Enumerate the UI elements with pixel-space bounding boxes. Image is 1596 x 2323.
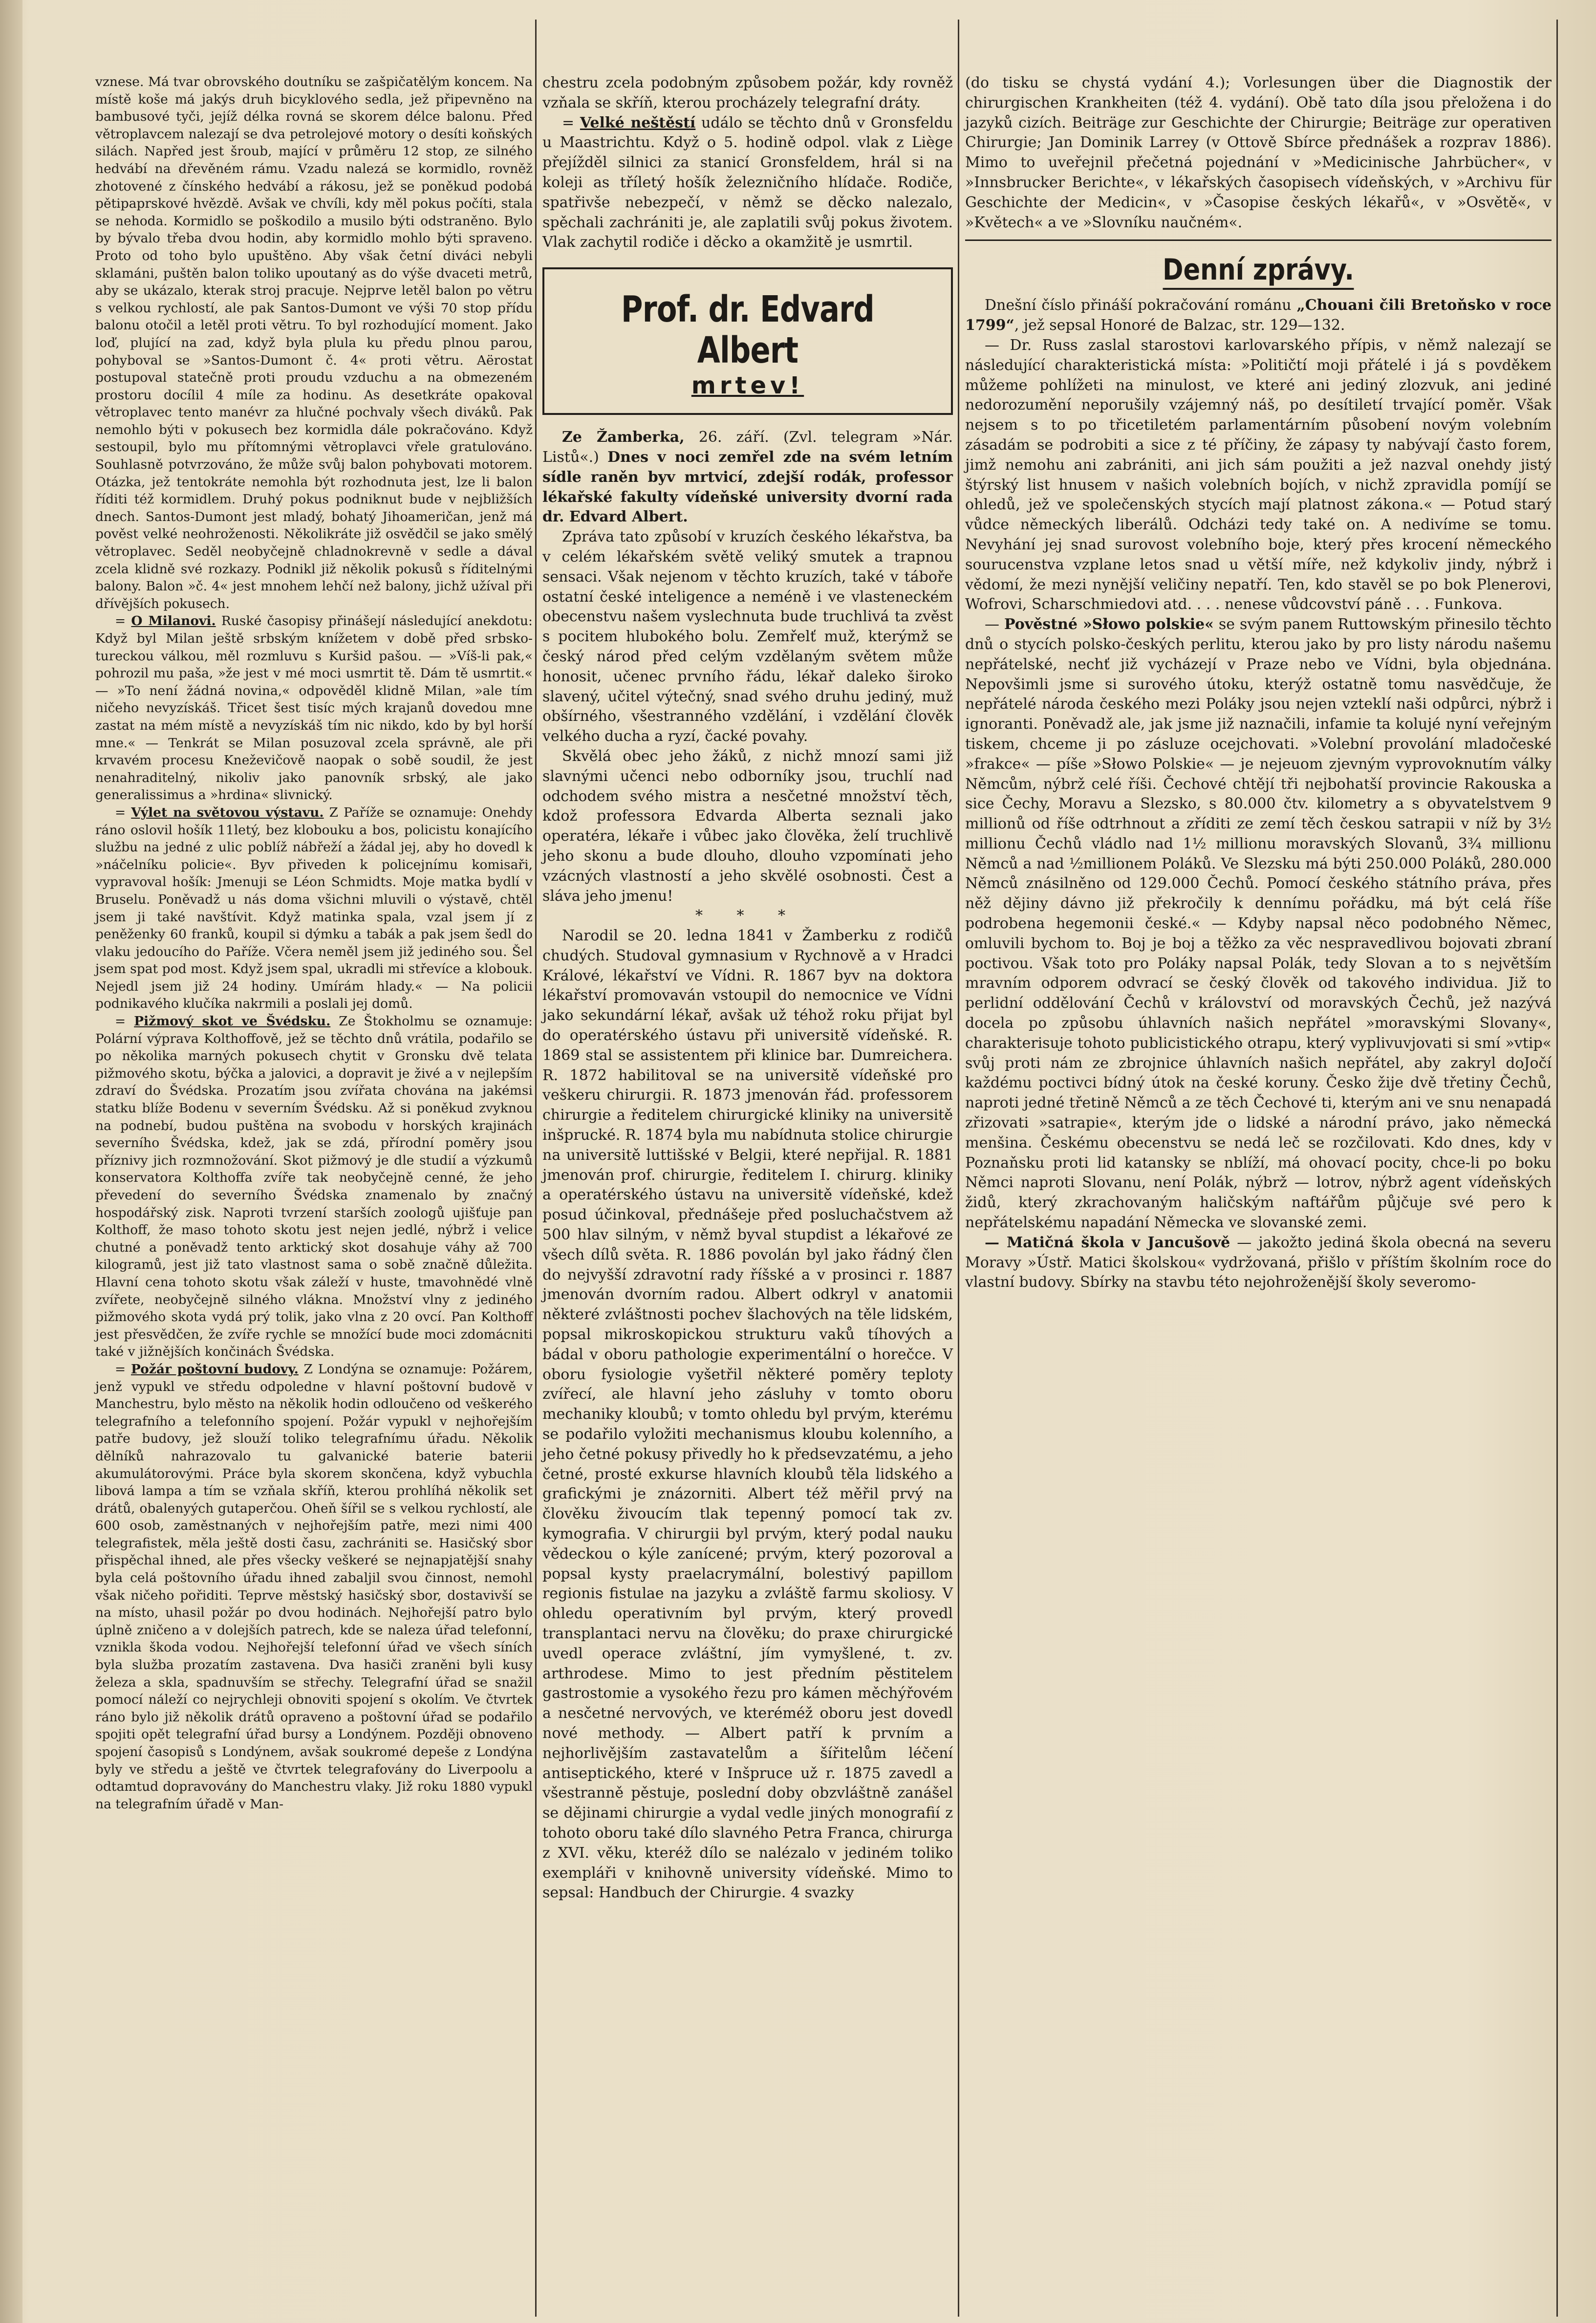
column-2 <box>542 73 953 1903</box>
col3-continuation: (do tisku se chystá vydání 4.); Vorlesungen über die Diagnostik der chirurgischen Krankheiten (též 4. vydání). Obě tato díla jsou přeložena i do jazyků cizích. Beiträge zur Geschichte der Chirurgie; Beiträge zur operativen Chirurgie; Jan Dominik Larrey (v Ottově Sbírce přednášek a rozprav 1886). Mimo to uveřejnil přečetná pojednání v »Medicinische Jahrbücher«, v »Innsbrucker Berichte«, v lékařských časopisech vídeňských, v »Archivu für Geschichte der Medicin«, v »Časopise českých lékařů«, v »Osvětě«, v »Květech« a ve »Slovníku naučném«. <box>965 74 1552 231</box>
col1-item-head: O Milanovi. <box>131 613 216 629</box>
column-3 <box>965 73 1552 1293</box>
obituary-para-2: Skvělá obec jeho žáků, z nichž mnozí sami již slavnými učenci nebo odborníky jsou, truchlí nad odchodem svého mistra a nesčetné množství těch, kdož professora Edvarda Alberta seznali jako operatéra, lékaře i vůbec jako člověka, želí truchlivě jeho skonu a bude dlouho, dlouho vzpomínati jeho vzácných vlastností a jeho skvělé osobnosti. Čest a sláva jeho jmenu! <box>542 747 953 905</box>
col1-item-text: Z Londýna se oznamuje: Požárem, jenž vypukl ve středu odpoledne v hlavní poštovní budově v Manchestru, bylo město na několik hodin odloučeno od veškerého telegrafního a telefonního spojení. Požár vypukl v nejhořejším patře budovy, jež slouží toliko telegrafnímu úřadu. Několik dělníků nahrazovalo tu galvanické baterie baterii akumulátorovými. Práce byla skorem skončena, když vybuchla libová lampa a tím se vzňala skříň, kterou prohlíhá několik set drátů, obalenyých gutaperčou. Oheň šířil se s velkou rychlostí, ale 600 osob, zaměstnaných v nejhořejším patře, mezi nimi 400 telegrafistek, měla ještě dosti času, zachrániti se. Hasičský sbor přispěchal ihned, ale přes všecky veškeré se nejnapjatější snahy byla celá poštovního úřadu ihned zabaljil svou činnost, nemohl však ničeho pořiditi. Teprve městský hasičský sbor, dostavivší se na místo, uhasil požár po dvou hodinách. Nejhořejší patro bylo úplně zničeno a v dolejších patrech, kde se naleza úřad telefonní, vznikla škoda vodou. Nejhořejší telefonní úřad ve všech síních byla služba prozatím zastavena. Dva hasiči zraněni byli kusy železa a skla, spadnuvším se střechy. Telegrafní úřad se snažil pomocí náleží co nejrychleji obnoviti spojení s okolím. Ve čtvrtek ráno bylo již několik drátů opraveno a poštovní úřad se podařilo spojiti opět telegrafní úřad bursy a Londýnem. Později obnoveno spojení časopisů s Londýnem, avšak soukromé depeše z Londýna byly ve středu a ještě ve čtvrtek telegrafovány do Liverpoolu a odtamtud dopravovány do Manchestru vlaky. Již roku 1880 vypukl na telegrafním úřadě v Man- <box>95 1361 533 1812</box>
column-rule-right <box>958 20 959 2317</box>
lead-bold: Dnes v noci zemřel zde na svém letním sídle raněn byv mrtvicí, zdejší rodák, professor lékařské fakulty vídeňské university dvorní rada dr. Edvard Albert. <box>542 448 953 526</box>
novel-notice: Dnešní číslo přináší pokračování románu „Chouani čili Bretoňsko v roce 1799“, jež sepsal Honoré de Balzac, str. 129—132. <box>965 297 1552 334</box>
col1-news-item: = O Milanovi. Ruské časopisy přinášejí následující anekdotu: Když byl Milan ještě srbským knížetem v době před srbsko-tureckou válkou, měl rozmluvu s Kuršid pašou. — »Víš-li pak,« pohrozil mu paša, »že jest v mé moci usmrtit tě. Dám tě usmrtit.« — »To není žádná novina,« odpověděl klidně Milan, »ale tím ničeho nevyzískáš. Třicet šest tisíc mých krajanů dovedou mne zastat na mém místě a nevyzískáš tím nic nikdo, kdo by byl horší mne.« — Tenkrát se Milan posuzoval zcela správně, ale při krvavém procesu Kneževičově naopak o sobě soudil, že jest nenahraditelný, nikoliv jako panovník srbský, ale jako generalissimus a »hrdina« slivnický. <box>95 613 533 803</box>
col1-news-item: = Výlet na světovou výstavu. Z Paříže se oznamuje: Onehdy ráno oslovil hošík 11letý, bez klobouku a bos, policistu konajícího službu na jedné z ulic poblíž nábřeží a žádal jej, aby ho dovedl k »náčelníku policie«. Byv přiveden k policejnímu komisaři, vypravoval hošík: Jmenuji se Léon Schmidts. Moje matka bydlí v Bruselu. Poněvadž u nás doma všichni mluvili o výstavě, chtěl jsem ji také navštívit. Když matinka spala, vzal jsem jí z peněženky 60 franků, koupil si dýmku a tabák a pak jsem šedl do vlaku jedoucího do Paříže. Včera neměl jsem již jediného sou. Šel jsem spat pod most. Když jsem spal, ukradli mi střevíce a klobouk. Nejedl jsem již 24 hodiny. Umírám hlady.« — Na policii podnikavého klučíka nakrmili a poslali jej domů. <box>95 804 533 1012</box>
novel-title: „Chouani čili Bretoňsko v roce 1799“ <box>965 297 1552 334</box>
col1-item-text: Ze Štokholmu se oznamuje: Polární výprava Kolthoffově, jež se těchto dnů vrátila, podařilo se po několika marných pokusech chytit v Gronsku dvě telata pižmového skotu, býčka a jalovici, a dopravit je živé a v nejlepším zdraví do Švédska. Prozatím jsou zvířata chována na jakémsi statku blíže Bodenu v severním Švédsku. Až si poněkud zvyknou na podnebí, budou puštěna na svobodu v horských krajinách severního Švédska, kdež, jak se zdá, přírodní poměry jsou příznivy jich rozmnožování. Skot pižmový je dle studií a výzkumů konservatora Kolthoffa zvíře tak neobyčejně cenné, že jeho převedení do severního Švédska znamenalo by značný hospodářský zisk. Naproti tvrzení starších zoologů ujišťuje pan Kolthoff, že maso tohoto skotu jest nejen jedlé, nýbrž i velice chutné a poněvadž tento arktický skot dosahuje váhy až 700 kilogramů, jest již tato vlastnost sama o sobě značně důležita. Hlavní cena tohoto skotu však záleží v huste, tmavohnědé vlně zvířete, neobyčejně silného vlákna. Množství vlny z jediného pižmového skota vydá prý tolik, jako vlna z 20 ovcí. Pan Kolthoff jest přesvědčen, že zvíře rychle se množící bude moci zdomácniti také v jižnějších končinách Švédska. <box>95 1014 533 1360</box>
matice-item: — Matičná škola v Jancušově — jakožto jediná škola obecná na severu Moravy »Ústř. Matici školskou« vydržovaná, přišlo v příštím školním roce do vlastní budovy. Sbírky na stavbu této nejohroženější školy severomo- <box>965 1234 1552 1291</box>
obituary-para-1: Zpráva tato způsobí v kruzích českého lékařstva, ba v celém lékařském světě veliký smutek a trapnou sensaci. Však nejenom v těchto kruzích, také v táboře ostatní české inteligence a neméně i ve vlasteneckém obecenstvu našem vyslechnuta bude truchlivá ta zvěst s pocitem hlubokého bolu. Zemřelť muž, kterýmž se český národ před celým vzdělaným světem může honosit, učenec prvního řádu, lékař daleko široko slavený, učitel výtečný, snad svého druhu jediný, muž obšírného, všestranného vzdělání, i vzdělání člověk velkého ducha a ryzí, čacké povahy. <box>542 528 953 745</box>
slowo-head: Pověstné »Słowo polskie« <box>1004 616 1214 633</box>
page-right-rule <box>1556 20 1558 2317</box>
lead-text: 26. září. (Zvl. telegram »Nár. Listů«.) <box>542 429 953 466</box>
dateline: Ze Žamberka, <box>562 429 685 446</box>
obituary-title: Prof. dr. Edvard Albert <box>621 288 874 372</box>
col1-news-item: = Pižmový skot ve Švédsku. Ze Štokholmu se oznamuje: Polární výprava Kolthoffově, jež se těchto dnů vrátila, podařilo se po několika marných pokusech chytit v Gronsku dvě telata pižmového skotu, býčka a jalovici, a dopravit je živé a v nejlepším zdraví do Švédska. Prozatím jsou zvířata chována na jakémsi statku blíže Bodenu v severním Švédsku. Až si poněkud zvyknou na podnebí, budou puštěna na svobodu v horských krajinách severního Švédska, kdež, jak se zdá, přírodní poměry jsou příznivy jich rozmnožování. Skot pižmový je dle studií a výzkumů konservatora Kolthoffa zvíře tak neobyčejně cenné, že jeho převedení do severního Švédska znamenalo by značný hospodářský zisk. Naproti tvrzení starších zoologů ujišťuje pan Kolthoff, že maso tohoto skotu jest nejen jedlé, nýbrž i velice chutné a poněvadž tento arktický skot dosahuje váhy až 700 kilogramů, jest již tato vlastnost sama o sobě značně důležita. Hlavní cena tohoto skotu však záleží v huste, tmavohnědé vlně zvířete, neobyčejně silného vlákna. Množství vlny z jediného pižmového skota vydá prý tolik, jako vlna z 20 ovcí. Pan Kolthoff jest přesvědčen, že zvíře rychle se množící bude moci zdomácniti také v jižnějších končinách Švédska. <box>95 1014 533 1360</box>
slowo-item: — Pověstné »Słowo polskie« se svým panem Ruttowským přinesilo těchto dnů o stycích polsko-českých perlitu, kterou jako by pro listy národu našemu nepřátelské, nechť již vycházejí v Praze nebo ve Vídni, byla objednána. Nepovšimli jsme si surového útoku, kterýž ostatně tomu nasvědčuje, že nepřátelé národa českého mezi Poláky jsou nejen vzteklí naši odpůrci, nýbrž i ignoranti. Poněvadž ale, jak jsme již naznačili, infamie ta kolujé nyní veřejným tiskem, chceme ji po zásluze ocejchovati. »Volební provolání mladočeské »frakce« — píše »Słowo Polskie« — je nejeuom zjevným vyprovoknutím války Němcům, nýbrž celé říši. Čechové chtějí tři nejbohatší provincie Rakouska a sice Čechy, Moravu a Slezsko, s 80.000 čtv. kilometry a s obyvatelstvem 9 millionů od říše odtrhnout a zříditi ze zemí těch českou satrapii v níž by 3½ millionu Čechů vládlo nad 1½ millionu moravských Slovanů, 3¾ millionu Němců a nad ½millionem Poláků. Ve Slezsku má býti 250.000 Poláků, 280.000 Němců znásilněno od 129.000 Čechů. Pomocí českého státního práva, přes něž dějiny dávno již překročily k dennímu pořádku, má být celá říše podrobena hegemonii české.« — Kdyby napsal něco podobného Němec, omluvili bychom to. Boj je boj a těžko za věc nespravedlivou bojovati zbraní poctivou. Však toto pro Poláky napsal Polák, tedy Slovan a to s největším mravním odporem odvrací se český člověk od takového individua. Již to perlidní oddělování Čechů v království od moravských Čechů, jež nazývá docela po způsobu úhlavních našich nepřátel »moravskými Slovany«, charakterisuje tohoto publicistického otrapu, který vyplivuvjovati si smí »vtip« svůj proti nám ze zbrojnice úhlavních našich nepřátel, aby zakryl doJočí každému poctivci bídný útok na české koruny. Česko žije dvě třetiny Čechů, naproti jedné třetině Němců a ze těch Čechové ti, kterým ani ve snu nenapadá zřizovati »satrapie«, kterým jde o lidské a národní právo, jako německá menšina. Českému obecenstvu se nedá leč se rozčilovati. Kdo dnes, kdy v Poznaňsku proti lid katansky se nblíží, má ohovací pocity, chce-li po boku Němci naproti Slovanu, není Polák, nýbrž — lotrov, nýbrž agent vídeňských židů, který zkrachovaným haličským naftářům půjčuje své pero k nepřátelskému napadání Německa ve slovanské zemi. <box>965 616 1552 1232</box>
col1-item-head: Požár poštovní budovy. <box>130 1361 299 1377</box>
col1-item-text: Z Paříže se oznamuje: Onehdy ráno oslovil hošík 11letý, bez klobouku a bos, policistu konajícího službu na jedné z ulic poblíž nábřeží a žádal jej, aby ho dovedl k »náčelníku policie«. Byv přiveden k policejnímu komisaři, vypravoval hošík: Jmenuji se Léon Schmidts. Moje matka bydlí v Bruselu. Poněvadž u nás doma všichni mluvili o výstavě, chtěl jsem ji také navštívit. Když matinka spala, vzal jsem jí z peněženky 60 franků, koupil si dýmku a tabák a pak jsem šedl do vlaku jedoucího do Paříže. Včera neměl jsem již jediného sou. Šel jsem spat pod most. Když jsem spal, ukradli mi střevíce a klobouk. Nejedl jsem již 24 hodiny. Umírám hlady.« — Na policii podnikavého klučíka nakrmili a poslali jej domů. <box>95 804 533 1012</box>
col1-item-text: Ruské časopisy přinášejí následující anekdotu: Když byl Milan ještě srbským knížetem v době před srbsko-tureckou válkou, měl rozmluvu s Kuršid pašou. — »Víš-li pak,« pohrozil mu paša, »že jest v mé moci usmrtit tě. Dám tě usmrtit.« — »To není žádná novina,« odpověděl klidně Milan, »ale tím ničeho nevyzískáš. Třicet šest tisíc mých krajanů dovedou mne zastat na mém místě a nevyzískáš tím nic nikdo, kdo by byl horší mne.« — Tenkrát se Milan posuzoval zcela správně, ale při krvavém procesu Kneževičově naopak o sobě soudil, že jest nenahraditelný, nikoliv jako panovník srbský, ale jako generalissimus a »hrdina« slivnický. <box>95 613 533 803</box>
obituary-subtitle: mrtev! <box>691 372 804 400</box>
column-rule-left <box>535 20 537 2317</box>
col2-intro: chestru zcela podobným způsobem požár, kdy rovněž vzňala se skříň, kterou procházely telegrafní dráty. <box>542 74 953 111</box>
col1-item-head: Výlet na světovou výstavu. <box>131 804 324 820</box>
col2-item-text: událo se těchto dnů v Gronsfeldu u Maastrichtu. Když o 5. hodině odpol. vlak z Liège přejížděl silnici za stanicí Gronsfeldem, hrál si na koleji as tříletý hošík železničního hlídače. Rodiče, spatřivše nebezpečí, v němž se děcko nalezalo, spěchali zachrániti je, ale zaplatili svůj pokus životem. Vlak zachytil rodiče i děcko a okamžitě je usmrtil. <box>542 114 953 251</box>
col1-paragraph: vznese. Má tvar obrovského doutníku se zašpičatělým koncem. Na místě koše má jakýs druh bicyklového sedla, jež připevněno na bambusové tyči, jejíž délka rovná se skorem délce balonu. Před větroplavcem nalezají se dva petrolejové motory o desíti koňských silách. Napřed jest šroub, mající v průměru 12 stop, ze silného hedvábí na dřevěném rámu. Vzadu nalezá se kormidlo, rovněž zhotovené z čínského hedvábí a rákosu, jež se poněkud podobá pětipaprskové hvězdě. Avšak ve chvíli, kdy měl pokus počíti, stala se nehoda. Kormidlo se poškodilo a musilo býti odstraněno. Bylo by bývalo třeba dvou hodin, aby kormidlo mohlo býti spraveno. Proto od toho bylo upuštěno. Aby však četní diváci nebyli sklamáni, puštěn balon toliko upoutaný as do výše dvaceti metrů, aby se ukázalo, kterak stroj pracuje. Nejprve letěl balon po větru s velkou rychlostí, ale pak Santos-Dumont ve výši 70 stop přídu balonu otočil a letěl proti větru. To byl rozhodující moment. Jako loď, plující na zad, když byla plula ku předu plnou parou, pohyboval se »Santos-Dumont č. 4« proti větru. Aërostat postupoval statečně proti proudu vzduchu a na obmezeném prostoru docílil 4 míle za hodinu. As desetkráte opakoval větroplavec tento manévr za hlučné pochvaly všech diváků. Pak nemohlo býti v pokusech bez kormidla dále pokračováno. Když sestoupil, bylo mu přítomnými větroplavci vřele gratulováno. Souhlasně potvrzováno, že může svůj balon pohybovati motorem. Otázka, jež tentokráte nemohla být rozhodnuta jest, lze li balon říditi též kormidlem. Druhý pokus podniknut bude v nejbližších dnech. Santos-Dumont jest mladý, bohatý Jihoameričan, jenž má pověst velké neohroženosti. Několikráte již osvědčil se jako smělý větroplavec. Seděl neobyčejně chladnokrevně v sedle a dával zcela klidně své rozkazy. Podnikl již několik pokusů s říditelnými balony. Balon »č. 4« jest mnohem lehčí než balony, jichž užíval při dřívějších pokusech. <box>95 74 533 611</box>
obituary-para-3: Narodil se 20. ledna 1841 v Žamberku z rodičů chudých. Studoval gymnasium v Rychnově a v Hradci Králové, lékařství ve Vídni. R. 1867 byv na doktora lékařství promovaván vstoupil do nemocnice ve Vídni jako sekundární lékař, avšak už téhož roku přijat byl do operatérského ústavu při universitě vídeňské. R. 1869 stal se assistentem při klinice bar. Dumreichera. R. 1872 habilitoval se na universitě vídeňské pro veškeru chirurgii. R. 1873 jmenován řád. professorem chirurgie a ředitelem chirurgické kliniky na universitě inšprucké. R. 1874 byla mu nabídnuta stolice chirurgie na universitě luttišské v Belgii, které nepřijal. R. 1881 jmenován prof. chirurgie, ředitelem I. chirurg. kliniky a operatérského ústavu na universitě vídeňské, kdež posud účinkoval, přednášeje před posluchačstvem až 500 hlav silným, v němž byval stupdist a lékařové ze všech dílů světa. R. 1886 povolán byl jako řádný člen do nejvyšší zdravotní rady říšské a v prosinci r. 1887 jmenován dvorním radou. Albert odkryl v anatomii některé zvláštnosti pochev šlachových na těle lidském, popsal mikroskopickou strukturu vaků tíhových a bádal v oboru pathologie experimentální o horečce. V oboru fysiologie vyšetřil některé poměry teploty zvířecí, ale hlavní jeho zásluhy v tomto oboru mechaniky kloubů; v tomto ohledu byl prvým, kterému se podařilo vyložiti mechanismus kloubu kolenního, a jeho četné pokusy přivedly ho k předsevzatému, a jeho četné, prosté exkurse hlavních kloubů těla lidského a grafickými je znázorniti. Albert též měřil prvý na člověku živoucím tlak tepenný pomocí tak zv. kymografia. V chirurgii byl prvým, který podal nauku vědeckou o kýle zanícené; prvým, který pozoroval a popsal kysty praelacrymální, bolestivý papillom regionis fistulae na jazyku a zvláště farmu skoliosy. V ohledu operativním byl prvým, který provedl transplantaci nervu na člověku; do praxe chirurgické uvedl operace zvláštní, jím vymyšlené, t. zv. arthrodese. Mimo to jest předním pěstitelem gastrostomie a vysokého řezu pro kámen měchýřovém a nesčetné nervových, ve kteréméž oboru jest dovedl nové methody. — Albert patří k prvním a nejhorlivějším zastavatelům a šířitelům léčení antiseptického, které v Inšpruce už r. 1875 zavedl a všestranně pěstuje, poslední doby obzvláštně zanášel se dějinami chirurgie a vydal vedle jiných monografií z tohoto oboru také dílo slavného Petra Franca, chirurga z XVI. věku, kteréž dílo se nalézalo v jediném toliko exempláři v knihovně university vídeňské. Mimo to sepsal: Handbuch der Chirurgie. 4 svazky <box>542 927 953 1902</box>
page-binding-edge <box>0 0 22 2323</box>
matice-head: — Matičná škola v Jancušově <box>985 1234 1230 1251</box>
section-stars: * * * <box>695 907 800 925</box>
col1-news-item: = Požár poštovní budovy. Z Londýna se oznamuje: Požárem, jenž vypukl ve středu odpoledne v hlavní poštovní budově v Manchestru, bylo město na několik hodin odloučeno od veškerého telegrafního a telefonního spojení. Požár vypukl v nejhořejším patře budovy, jež slouží toliko telegrafnímu úřadu. Několik dělníků nahrazovalo tu galvanické baterie baterii akumulátorovými. Práce byla skorem skončena, když vybuchla libová lampa a tím se vzňala skříň, kterou prohlíhá několik set drátů, obalenyých gutaperčou. Oheň šířil se s velkou rychlostí, ale 600 osob, zaměstnaných v nejhořejším patře, mezi nimi 400 telegrafistek, měla ještě dosti času, zachrániti se. Hasičský sbor přispěchal ihned, ale přes všecky veškeré se nejnapjatější snahy byla celá poštovního úřadu ihned zabaljil svou činnost, nemohl však ničeho pořiditi. Teprve městský hasičský sbor, dostavivší se na místo, uhasil požár po dvou hodinách. Nejhořejší patro bylo úplně zničeno a v dolejších patrech, kde se naleza úřad telefonní, vznikla škoda vodou. Nejhořejší telefonní úřad ve všech síních byla služba prozatím zastavena. Dva hasiči zraněni byli kusy železa a skla, spadnuvším se střechy. Telegrafní úřad se snažil pomocí náleží co nejrychleji obnoviti spojení s okolím. Ve čtvrtek ráno bylo již několik drátů opraveno a poštovní úřad se podařilo spojiti opět telegrafní úřad bursy a Londýnem. Později obnoveno spojení časopisů s Londýnem, avšak soukromé depeše z Londýna byly ve středu a ještě ve čtvrtek telegrafovány do Liverpoolu a odtamtud dopravovány do Manchestru vlaky. Již roku 1880 vypukl na telegrafním úřadě v Man- <box>95 1361 533 1812</box>
col1-item-head: Pižmový skot ve Švédsku. <box>134 1014 331 1029</box>
section-divider <box>965 239 1552 241</box>
col2-item-head: Velké neštěstí <box>580 114 696 131</box>
column-1 <box>95 73 533 1813</box>
russ-item: — Dr. Russ zaslal starostovi karlovarského přípis, v němž nalezají se následující charakteristická místa: »Političtí moji přátelé i já s povděkem můžeme pohlížeti na minulost, ve které ani jediný zlozvuk, ani jediné nedorozumění neporušily vzájemný náš, po desítiletí trvající poměr. Však nejsem s to po třicetiletém parlamentárním působení novým volebním zásadám se podrobiti a sice z té příčiny, že zápasy ty nabývají často forem, jimž nemohu ani zabrániti, ani jich sám použiti a jež nazval onehdy jistý štýrský list hnusem v našich volebních bojích, v nichž zpravidla pomíjí se ohledů, jež ve společenských stycích mají platnost zákona.« — Potud starý vůdce německých liberálů. Odcházi tedy také on. A nedivíme se tomu. Nevyhání jej snad surovost volebního boje, který přes krocení německého sourucenstva vzplane letos snad u větší míře, než kdykoliv jindy, nýbrž i vědomí, že mezi nynější veličiny nepatří. Ten, kdo stavěl se po bok Plenerovi, Wofrovi, Scharschmiedovi atd. . . . nenese vůdcovství páně . . . Funkova. <box>965 336 1552 613</box>
obituary-box <box>542 267 953 415</box>
col2-news-item: = Velké neštěstí událo se těchto dnů v Gronsfeldu u Maastrichtu. Když o 5. hodině odpol. vlak z Liège přejížděl silnici za stanicí Gronsfeldem, hrál si na koleji as tříletý hošík železničního hlídače. Rodiče, spatřivše nebezpečí, v němž se děcko nalezalo, spěchali zachrániti je, ale zaplatili svůj pokus životem. Vlak zachytil rodiče i děcko a okamžitě je usmrtil. <box>542 114 953 251</box>
section-heading: Denní zprávy. <box>1009 253 1508 287</box>
obituary-lead <box>542 428 953 527</box>
